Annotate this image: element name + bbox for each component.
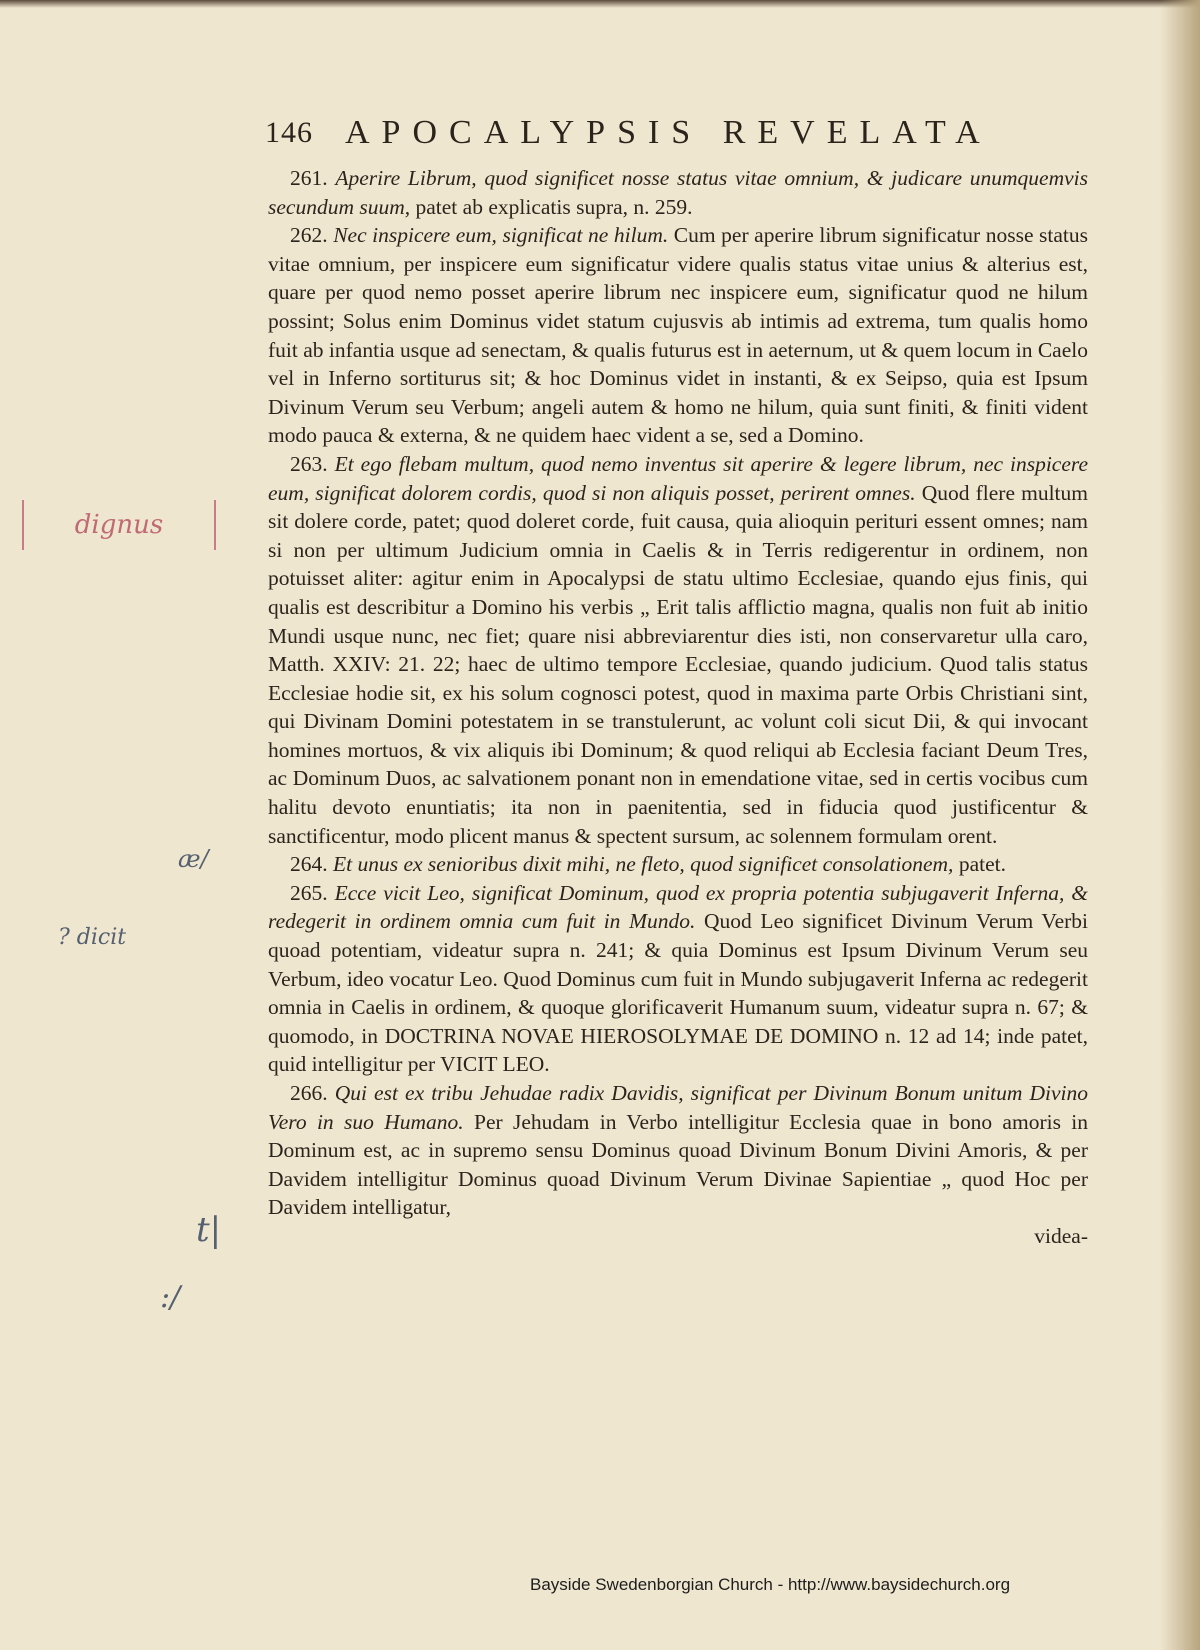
page-right-edge: [1160, 0, 1200, 1650]
running-title: APOCALYPSIS REVELATA: [345, 114, 992, 151]
paragraph-text: Quod flere multum sit dolere corde, patet; quod doleret corde, fuit causa, quia alioquin perituri essent omnes; nam si non per ultimum Judicium omnia in Caelis & in Terris redigerentur in ordinem, non potuisset aliter: agitur enim in Apocalypsi de statu ultimo Ecclesiae, quando ejus finis, qui qualis est describitur a Domino his verbis „ Erit talis afflictio magna, qualis non fuit ab initio Mundi usque nunc, nec fiet; quare nisi abbreviarentur dies isti, non conservaretur ulla caro, Matth. XXIV: 21. 22; haec de ultimo tempore Ecclesiae, quando judicium. Quod talis status Ecclesiae hodie sit, ex his solum cognosci potest, quod in maxima parte Orbis Christiani sint, qui Divinam Domini potestatem in se transtulerunt, ac volunt coli sicut Dii, & qui invocant homines mortuos, & vix aliquis ibi Dominum; & quod reliqui ab Ecclesia faciant Deum Tres, ac Dominum Duos, ac salvationem ponant non in emendatione vitae, sed in certis vocibus cum halitu devoto enuntiatis; ita non in paenitentia, sed in fiducia quod justificentur & sanctificentur, modo plicent manus & spectent sursum, ac solennem formulam orent.: [268, 480, 1088, 848]
paragraph-lemma: Et unus ex senioribus dixit mihi, ne fleto, quod significet consolationem,: [333, 852, 954, 877]
paragraph-263: [268, 450, 1088, 850]
footer-credit: Bayside Swedenborgian Church - http://www.baysidechurch.org: [530, 1575, 1011, 1594]
margin-note-dicit: ? dicit: [58, 925, 127, 950]
page-header: [265, 108, 1065, 158]
paragraph-number: 262.: [290, 223, 328, 248]
margin-note-ae: æ/: [178, 845, 209, 873]
paragraph-262: [268, 221, 1088, 450]
paragraph-text: Per Jehudam in Verbo intelligitur Ecclesia quae in bono amoris in Dominum est, ac in supremo sensu Dominus quoad Divinum Bonum Divini Amoris, & per Davidem intelligitur Dominus quoad Divinum Verum Divinae Sapientiae „ quod Hoc per Davidem intelligatur,: [268, 1109, 1089, 1220]
paragraph-lemma: Qui est ex tribu Jehudae radix Davidis, significat per Divinum Bonum unitum Divino Vero in suo Humano.: [268, 1081, 1088, 1134]
margin-note-t: t|: [196, 1210, 222, 1250]
paragraph-lemma: Et ego flebam multum, quod nemo inventus sit aperire & legere librum, nec inspicere eum, significat dolorem cordis, quod si non aliquis posset, perirent omnes.: [268, 451, 1089, 505]
paragraph-number: 263.: [290, 451, 328, 476]
paragraph-text: patet ab explicatis supra, n. 259.: [415, 194, 693, 219]
paragraph-266: [268, 1079, 1088, 1222]
margin-note-colon: :/: [160, 1280, 181, 1315]
paragraph-number: 266.: [290, 1081, 328, 1105]
paragraph-264: [268, 850, 1088, 879]
paragraph-number: 261.: [290, 166, 328, 190]
body-text: [268, 164, 1088, 1251]
paragraph-text: Quod Leo significet Divinum Verum Verbi quoad potentiam, videatur supra n. 241; & quia Dominus est Ipsum Divinum Verum seu Verbum, ideo vocatur Leo. Quod Dominus cum fuit in Mundo subjugaverit Inferna ac redegerit omnia in Caelis in ordinem, & quoque glorificaverit Humanum suum, videatur supra n. 67; & quomodo, in DOCTRINA NOVAE HIEROSOLYMAE DE DOMINO n. 12 ad 14; inde patet, quid intelligitur per VICIT LEO.: [268, 909, 1089, 1077]
catchword: videa-: [1034, 1223, 1088, 1248]
paragraph-lemma: Nec inspicere eum, significat ne hilum.: [333, 223, 669, 248]
margin-note-dignus: dignus: [22, 500, 216, 550]
paragraph-lemma: Aperire Librum, quod significet nosse status vitae omnium, & judicare unumquemvis secundum suum,: [268, 166, 1089, 219]
paragraph-number: 264.: [290, 852, 328, 877]
paragraph-text: patet.: [958, 852, 1006, 877]
paragraph-lemma: Ecce vicit Leo, significat Dominum, quod ex propria potentia subjugaverit Inferna, & redegerit in ordinem omnia cum fuit in Mundo.: [268, 880, 1088, 934]
page-top-edge: [0, 0, 1200, 8]
paragraph-261: [268, 164, 1088, 221]
paragraph-265: [268, 879, 1088, 1079]
page-number: 146: [265, 116, 313, 149]
paragraph-text: Cum per aperire librum significatur nosse status vitae omnium, per inspicere eum significatur videre qualis status vitae unius & alterius est, quare per quod nemo posset aperire librum nec inspicere eum, significatur quod ne hilum possint; Solus enim Dominus videt statum cujusvis ab intimis ad extrema, tum qualis homo fuit ab infantia usque ad senectam, & qualis futurus est in aeternum, ut & quem locum in Caelo vel in Inferno sortiturus sit; & hoc Dominus videt in instanti, & ex Seipso, quia est Ipsum Divinum Verum seu Verbum; angeli autem & homo ne hilum, quia sunt finiti, & finiti vident modo pauca & externa, & ne quidem haec vident a se, sed a Domino.: [268, 223, 1089, 448]
paragraph-number: 265.: [290, 880, 328, 905]
